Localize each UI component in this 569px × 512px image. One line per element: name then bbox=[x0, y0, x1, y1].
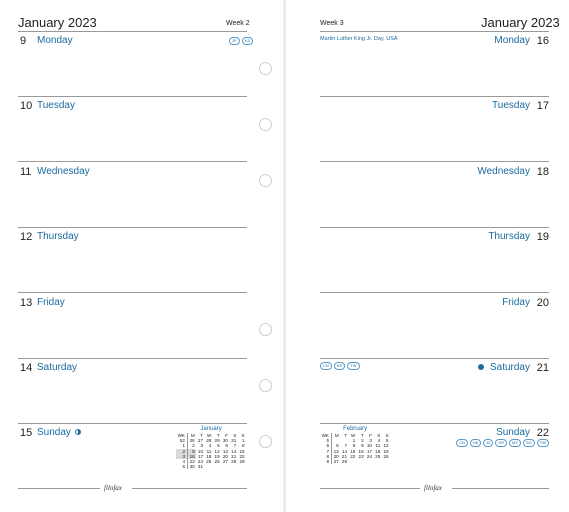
left-footer-logo: filofax bbox=[104, 484, 122, 492]
mini-header: S bbox=[385, 433, 389, 438]
ring-hole-icon bbox=[259, 323, 272, 336]
country-badge: SG bbox=[523, 439, 535, 447]
mini-calendar-title: February bbox=[343, 426, 368, 432]
mini-cell: 3 bbox=[200, 443, 204, 449]
mini-cell: 3 bbox=[369, 438, 372, 444]
mini-cell-current-week: 2 bbox=[176, 449, 188, 454]
day-divider bbox=[18, 227, 247, 228]
right-header-rule bbox=[320, 31, 549, 32]
day-number: 9 bbox=[20, 35, 27, 47]
day-number: 16 bbox=[536, 35, 549, 47]
mini-calendar-february bbox=[320, 426, 390, 464]
mini-header: S bbox=[377, 433, 381, 438]
right-month-title: January 2023 bbox=[481, 15, 560, 30]
mini-cell: 22 bbox=[350, 453, 356, 459]
country-badge: JP bbox=[229, 37, 240, 45]
left-header-rule bbox=[18, 31, 247, 32]
mini-header: WK bbox=[320, 433, 332, 438]
mini-calendar-january bbox=[176, 426, 246, 469]
left-week-label: Week 2 bbox=[226, 20, 250, 27]
day-row-saturday[interactable] bbox=[320, 362, 549, 424]
mini-header: W bbox=[351, 433, 356, 438]
country-badge: KR bbox=[334, 362, 346, 370]
mini-cell bbox=[230, 464, 238, 469]
mini-cell: 4 bbox=[377, 438, 381, 444]
moon-phase-icon bbox=[75, 429, 81, 435]
mini-cell bbox=[213, 464, 221, 469]
mini-header: W bbox=[207, 433, 212, 438]
mini-cell: 9 bbox=[361, 443, 364, 449]
day-row-monday[interactable] bbox=[320, 35, 549, 97]
mini-cell: 14 bbox=[231, 448, 237, 454]
mini-cell: 28 bbox=[341, 459, 348, 465]
country-badge: MY bbox=[509, 439, 521, 447]
day-name: Wednesday bbox=[37, 166, 90, 177]
day-row-wednesday[interactable] bbox=[320, 166, 549, 228]
mini-calendar-grid bbox=[176, 433, 246, 469]
mini-cell: 11 bbox=[206, 448, 212, 454]
left-footer-rule-b bbox=[132, 488, 247, 489]
mini-cell bbox=[205, 464, 213, 469]
mini-cell bbox=[365, 459, 373, 464]
mini-cell: 26 bbox=[383, 453, 389, 459]
day-row-thursday[interactable] bbox=[18, 231, 247, 293]
mini-cell: 30 bbox=[189, 464, 195, 470]
mini-cell: 27 bbox=[222, 459, 228, 465]
mini-cell: 26 bbox=[214, 459, 220, 465]
mini-cell: 15 bbox=[350, 448, 356, 454]
day-number: 14 bbox=[20, 362, 33, 374]
day-divider bbox=[320, 96, 549, 97]
mini-cell: 8 bbox=[242, 443, 245, 449]
day-number: 20 bbox=[536, 297, 549, 309]
mini-header: WK bbox=[176, 433, 188, 438]
mini-cell bbox=[221, 464, 229, 469]
country-badge: TW bbox=[347, 362, 359, 370]
mini-cell: 6 bbox=[320, 443, 332, 448]
mini-cell: 2 bbox=[192, 443, 195, 449]
day-name: Thursday bbox=[488, 231, 530, 242]
day-divider bbox=[320, 358, 549, 359]
mini-cell: 5 bbox=[176, 464, 188, 469]
day-name: Monday bbox=[494, 35, 530, 46]
mini-cell: 25 bbox=[206, 459, 212, 465]
mini-header: S bbox=[241, 433, 245, 438]
mini-cell: 20 bbox=[333, 453, 339, 459]
day-row-tuesday[interactable] bbox=[320, 100, 549, 162]
mini-cell: 5 bbox=[217, 443, 220, 449]
country-badge: CN bbox=[456, 439, 468, 447]
day-divider bbox=[18, 423, 247, 424]
mini-cell-current-week: 3 bbox=[176, 454, 188, 459]
day-number: 15 bbox=[20, 427, 33, 439]
mini-cell: 9 bbox=[320, 459, 332, 464]
mini-header: S bbox=[233, 433, 237, 438]
mini-cell: 23 bbox=[189, 459, 195, 465]
day-row-wednesday[interactable] bbox=[18, 166, 247, 228]
mini-header: F bbox=[369, 433, 372, 438]
mini-cell: 26 bbox=[189, 438, 195, 444]
mini-calendar-grid bbox=[320, 433, 390, 464]
day-name: Tuesday bbox=[37, 100, 75, 111]
ring-hole-icon bbox=[259, 174, 272, 187]
mini-header: M bbox=[190, 433, 195, 438]
day-number: 22 bbox=[536, 427, 549, 439]
day-number: 12 bbox=[20, 231, 33, 243]
saturday-badges bbox=[320, 362, 360, 370]
right-footer-rule-a bbox=[320, 488, 420, 489]
mini-cell-current-week: 16 bbox=[188, 454, 197, 459]
day-row-friday[interactable] bbox=[320, 297, 549, 359]
country-badge: TW bbox=[537, 439, 549, 447]
right-page bbox=[286, 0, 569, 512]
mini-cell: 7 bbox=[320, 449, 332, 454]
day-name: Wednesday bbox=[477, 166, 530, 177]
mini-cell: 28 bbox=[206, 438, 212, 444]
mini-cell: 23 bbox=[358, 453, 364, 459]
ring-hole-icon bbox=[259, 435, 272, 448]
mini-cell: 5 bbox=[386, 438, 389, 444]
mini-cell: 52 bbox=[176, 438, 188, 443]
mini-header: T bbox=[360, 433, 364, 438]
mini-cell: 13 bbox=[222, 448, 228, 454]
mini-cell: 21 bbox=[341, 453, 348, 459]
mini-cell: 1 bbox=[176, 443, 188, 448]
day-divider bbox=[320, 161, 549, 162]
day-divider bbox=[320, 227, 549, 228]
mini-cell: 10 bbox=[366, 443, 372, 449]
ring-hole-icon bbox=[259, 118, 272, 131]
mini-cell: 30 bbox=[222, 438, 228, 444]
day-name: Tuesday bbox=[492, 100, 530, 111]
mini-cell: 15 bbox=[239, 448, 245, 454]
day-name: Friday bbox=[37, 297, 65, 308]
mini-header: M bbox=[334, 433, 339, 438]
day-divider bbox=[320, 292, 549, 293]
right-footer-rule-b bbox=[452, 488, 549, 489]
day-number: 11 bbox=[20, 166, 32, 178]
mini-cell: 19 bbox=[214, 453, 220, 459]
mini-cell: 27 bbox=[197, 438, 204, 444]
day-name: Monday bbox=[37, 35, 73, 46]
mini-cell: 29 bbox=[214, 438, 220, 444]
mini-header: T bbox=[344, 433, 348, 438]
day-row-thursday[interactable] bbox=[320, 231, 549, 293]
day-divider bbox=[18, 96, 247, 97]
mini-cell: 14 bbox=[341, 448, 348, 454]
left-month-title: January 2023 bbox=[18, 15, 97, 30]
country-badge: ID bbox=[483, 439, 493, 447]
mini-cell: 11 bbox=[375, 443, 381, 449]
mini-cell: 31 bbox=[197, 464, 204, 470]
mini-cell: 24 bbox=[197, 459, 204, 465]
mini-header: F bbox=[225, 433, 228, 438]
new-moon-icon bbox=[478, 364, 484, 370]
mini-cell: 27 bbox=[333, 459, 339, 465]
day-row-friday[interactable] bbox=[18, 297, 247, 359]
day-number: 21 bbox=[536, 362, 549, 374]
left-footer-rule-a bbox=[18, 488, 100, 489]
mini-cell: 7 bbox=[233, 443, 237, 449]
mini-cell: 21 bbox=[231, 453, 237, 459]
mini-cell: 10 bbox=[197, 448, 204, 454]
ring-hole-icon bbox=[259, 62, 272, 75]
holiday-label: Martin Luther King Jr. Day, USA bbox=[320, 36, 398, 42]
mini-cell: 31 bbox=[231, 438, 237, 444]
mini-cell: 1 bbox=[352, 438, 356, 444]
mini-cell: 24 bbox=[366, 453, 372, 459]
country-badge: KR bbox=[495, 439, 507, 447]
right-footer-logo: filofax bbox=[424, 484, 442, 492]
country-badge: HK bbox=[470, 439, 482, 447]
mini-cell: 16 bbox=[358, 448, 364, 454]
mini-cell bbox=[374, 459, 382, 464]
mini-cell bbox=[349, 459, 357, 464]
mini-header: T bbox=[200, 433, 204, 438]
left-page bbox=[0, 0, 283, 512]
mini-cell: 6 bbox=[336, 443, 339, 449]
mini-cell: 19 bbox=[383, 448, 389, 454]
mini-cell: 4 bbox=[208, 443, 212, 449]
mini-cell: 7 bbox=[344, 443, 348, 449]
day-number: 10 bbox=[20, 100, 33, 112]
mini-cell: 28 bbox=[231, 459, 237, 465]
day-divider bbox=[18, 358, 247, 359]
mini-cell: 4 bbox=[176, 459, 188, 464]
mini-cell: 13 bbox=[333, 448, 339, 454]
mini-cell-current-week: 9 bbox=[188, 449, 197, 454]
mini-cell bbox=[357, 459, 365, 464]
mini-cell: 2 bbox=[361, 438, 364, 444]
mini-calendar-title: January bbox=[200, 426, 222, 432]
mini-cell: 8 bbox=[352, 443, 356, 449]
mini-cell: 5 bbox=[320, 438, 332, 443]
mini-header: T bbox=[216, 433, 220, 438]
day-name: Sunday bbox=[37, 427, 81, 438]
day-divider bbox=[18, 292, 247, 293]
day-name: Saturday bbox=[37, 362, 78, 373]
ring-hole-icon bbox=[259, 379, 272, 392]
mini-cell: 6 bbox=[225, 443, 228, 449]
day-number: 13 bbox=[20, 297, 33, 309]
mini-cell: 20 bbox=[222, 453, 228, 459]
day-number: 18 bbox=[536, 166, 549, 178]
day-row-tuesday[interactable] bbox=[18, 100, 247, 162]
day-divider bbox=[18, 161, 247, 162]
mini-cell: 12 bbox=[214, 448, 220, 454]
mini-cell: 12 bbox=[383, 443, 389, 449]
right-week-label: Week 3 bbox=[320, 20, 344, 27]
day-row-saturday[interactable] bbox=[18, 362, 247, 424]
mini-cell: 17 bbox=[366, 448, 372, 454]
sunday-badges bbox=[456, 439, 549, 447]
country-badge: KS bbox=[242, 37, 253, 45]
day-name: Sunday bbox=[496, 427, 530, 438]
mini-cell bbox=[382, 459, 390, 464]
day-number: 17 bbox=[536, 100, 549, 112]
day-name: Friday bbox=[502, 297, 530, 308]
mini-cell: 22 bbox=[239, 453, 245, 459]
mini-cell: 1 bbox=[242, 438, 245, 444]
mini-cell: 29 bbox=[239, 459, 245, 465]
day-row-monday[interactable] bbox=[18, 35, 247, 97]
mini-cell: 25 bbox=[375, 453, 381, 459]
country-badge: CN bbox=[320, 362, 332, 370]
mini-cell: 18 bbox=[375, 448, 381, 454]
day-number: 19 bbox=[536, 231, 549, 243]
mini-cell bbox=[238, 464, 246, 469]
day-divider bbox=[320, 423, 549, 424]
day-name: Thursday bbox=[37, 231, 79, 242]
day-name: Saturday bbox=[478, 362, 530, 373]
mini-cell: 18 bbox=[206, 453, 212, 459]
mini-cell: 8 bbox=[320, 454, 332, 459]
mini-cell: 17 bbox=[197, 453, 204, 459]
